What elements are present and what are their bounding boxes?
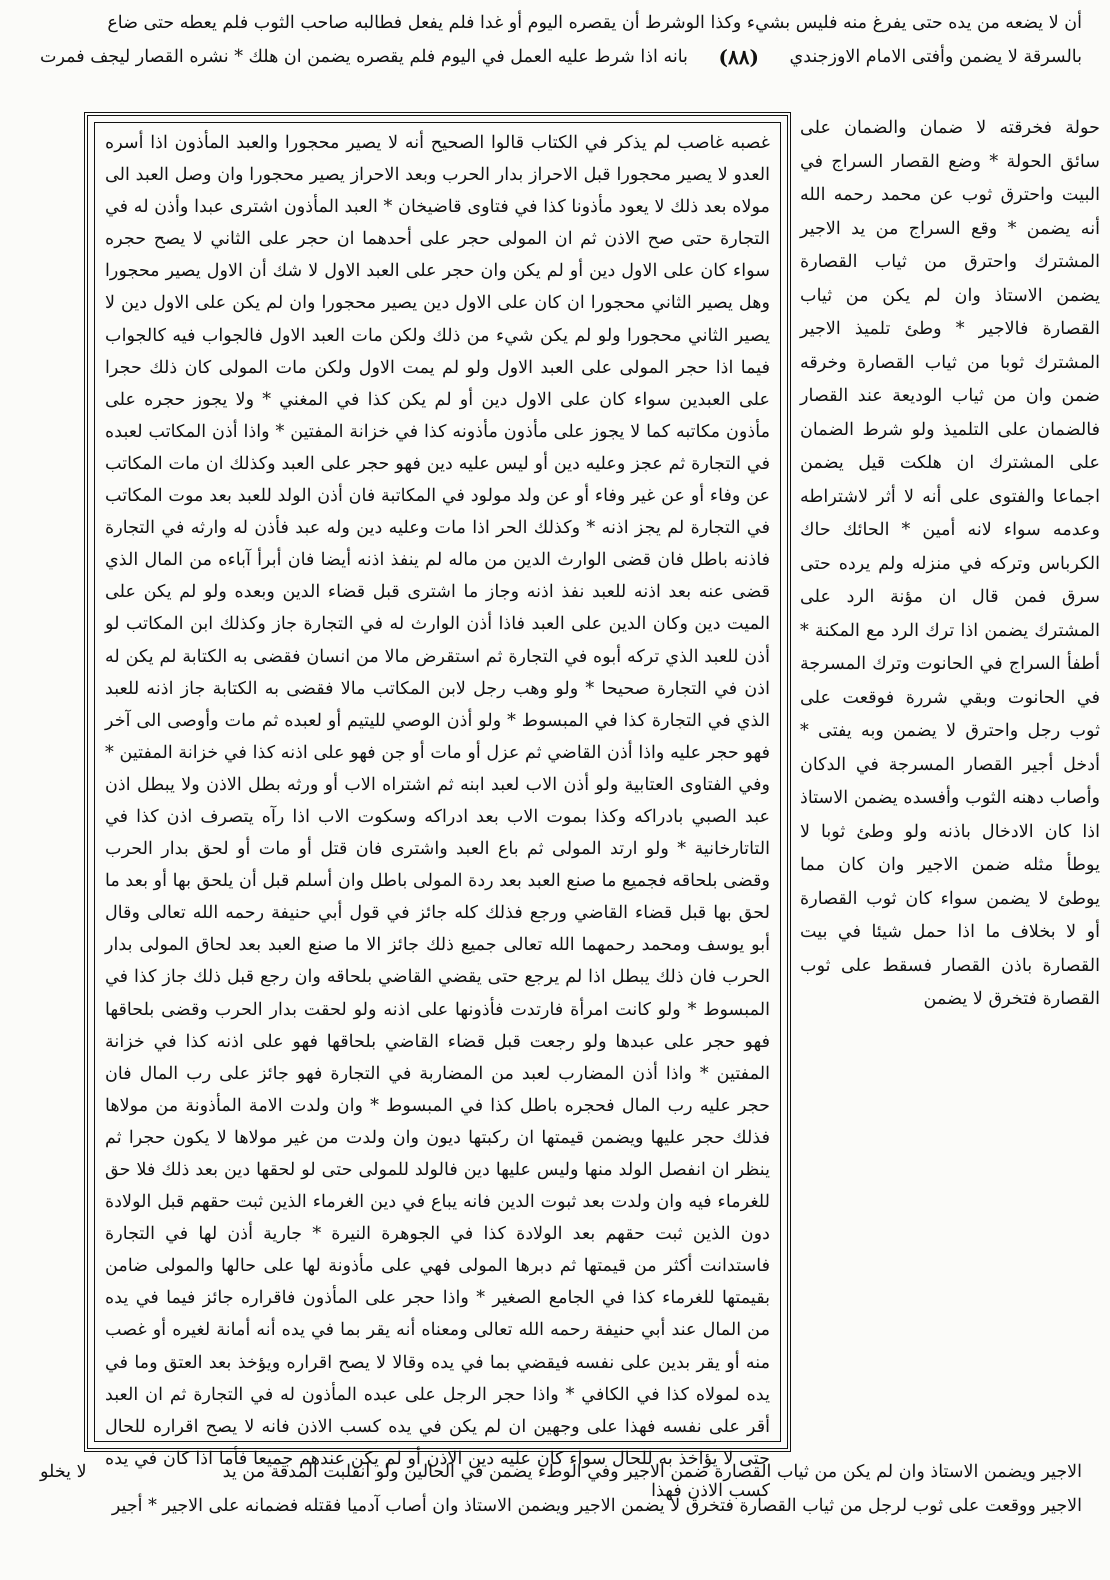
header-line-2-right: بالسرقة لا يضمن وأفتى الامام الاوزجندي (789, 47, 1082, 67)
header-line-1: أن لا يضعه من يده حتى يفرغ منه فليس بشيء وكذا الوشرط أن يقصره اليوم أو غدا فلم يفعل فطالبه صاحب الثوب فلم يعطه حتى ضاع (107, 13, 1082, 33)
footer-line-1-main: الاجير ويضمن الاستاذ وان لم يكن من ثياب القصارة ضمن الاجير وفي الوطء يضمن في الحالين ولو انقلبت المدقة من يد (222, 1462, 1082, 1482)
page-footer (40, 1455, 1082, 1523)
footer-line-2: الاجير ووقعت على ثوب لرجل من ثياب القصارة فتخرق لا يضمن الاجير ويضمن الاستاذ وان أصاب آدميا فقتله فضمانه على الاجير * أجير (111, 1496, 1082, 1516)
marginal-commentary (800, 112, 1100, 1452)
header-line-2-left: بانه اذا شرط عليه العمل في اليوم فلم يقصره يضمن ان هلك * نشره القصار ليجف فمرت (40, 47, 688, 67)
marginal-commentary-text: حولة فخرقته لا ضمان والضمان على سائق الحولة * وضع القصار السراج في البيت واحترق ثوب عن محمد رحمه الله أنه يضمن * وقع السراج من يد الاجير المشترك واحترق من ثياب القصارة يضمن الاستاذ وان لم يكن من ثياب القصارة فالاجير * وطئ تلميذ الاجير المشترك ثوبا من ثياب القصارة وخرقه ضمن وان من ثياب الوديعة عند القصار فالضمان على التلميذ ولو شرط الضمان على المشترك ان هلكت قيل يضمن اجماعا والفتوى على أنه لا أثر لاشتراطه وعدمه سواء لانه أمين * الحائك حاك الكرباس وتركه في منزله ولم يرده حتى سرق فمن قال ان مؤنة الرد على المشترك يضمن اذا ترك الرد مع المكنة * أطفأ السراج في الحانوت وترك المسرجة في الحانوت وبقي شررة فوقعت على ثوب رجل واحترق لا يضمن وبه يفتى * أدخل أجير القصار المسرجة في الدكان وأصاب دهنه الثوب وأفسده يضمن الاستاذ اذا كان الادخال باذنه ولو وطئ ثوبا لا يوطأ مثله ضمن الاجير وان كان مما يوطئ لا يضمن سواء كان ثوب القصارة أو لا بخلاف ما اذا حمل شيئا في بيت القصارة باذن القصار فسقط على ثوب القصارة فتخرق لا يضمن (800, 118, 1100, 1009)
main-body-text: غصبه غاصب لم يذكر في الكتاب قالوا الصحيح أنه لا يصير محجورا والعبد المأذون اذا أسره العدو لا يصير محجورا قبل الاحراز بدار الحرب وبعد الاحراز يصير محجورا وان وصل العبد الى مولاه بعد ذلك لا يعود مأذونا كذا في فتاوى قاضيخان * العبد المأذون اشترى عبدا وأذن له في التجارة حتى صح الاذن ثم ان المولى حجر على أحدهما ان حجر على الثاني لا يصح حجره سواء كان على الاول دين أو لم يكن وان حجر على العبد الاول لا شك أن الاول يصير محجورا وهل يصير الثاني محجورا ان كان على الاول دين يصير محجورا وان لم يكن على الاول دين لا يصير الثاني محجورا ولو لم يكن شيء من ذلك ولكن مات العبد الاول فالجواب فيه كالجواب فيما اذا حجر المولى على العبد الاول ولو لم يمت الاول ولكن مات المولى كان ذلك حجرا على العبدين سواء كان على الاول دين أو لم يكن كذا في المغني * ولا يجوز حجره على مأذون مكاتبه كما لا يجوز على مأذون مأذونه كذا في خزانة المفتين * واذا أذن المكاتب لعبده في التجارة ثم عجز وعليه دين أو ليس عليه دين فهو حجر على العبد وكذلك ان مات المكاتب عن وفاء أو عن غير وفاء أو عن ولد مولود في المكاتبة فان أذن الولد للعبد بعد موت المكاتب في التجارة لم يجز اذنه * وكذلك الحر اذا مات وعليه دين وله عبد فأذن له وارثه في التجارة فاذنه باطل فان قضى الوارث الدين من ماله لم ينفذ اذنه أيضا فان أبرأ آباءه من المال الذي قضى عنه بعد اذنه للعبد نفذ اذنه وجاز ما اشترى قبل قضاء الدين وبعده ولو لم يكن على الميت دين وكان الدين على العبد فاذا أذن الوارث له في التجارة جاز وكذلك ابن المكاتب لو أذن للعبد الذي تركه أبوه في التجارة ثم استقرض مالا من انسان فقضى به الكتابة لم يكن له اذن في التجارة صحيحا * ولو وهب رجل لابن المكاتب مالا فقضى به الكتابة جاز اذنه للعبد الذي في التجارة كذا في المبسوط * ولو أذن الوصي لليتيم أو لعبده ثم مات وأوصى الى آخر فهو حجر عليه واذا أذن القاضي ثم عزل أو مات أو جن فهو على اذنه كذا في خزانة المفتين * وفي الفتاوى العتابية ولو أذن الاب لعبد ابنه ثم اشتراه الاب أو ورثه بطل الاذن ولا يبطل اذن عبد الصبي بادراكه وكذا بموت الاب بعد ادراكه وسكوت الاب اذا رآه يتصرف اذن كذا في التاتارخانية * ولو ارتد المولى ثم باع العبد واشترى فان قتل أو مات أو لحق بدار الحرب وقضى بلحاقه فجميع ما صنع العبد بعد ردة المولى باطل وان أسلم قبل أن يلحق بها أو بعد ما لحق بها قبل قضاء القاضي ورجع فذلك كله جائز في قول أبي حنيفة رحمه الله تعالى وقال أبو يوسف ومحمد رحمهما الله تعالى جميع ذلك جائز الا ما صنع العبد بعد لحاق المولى بدار الحرب فان ذلك يبطل اذا لم يرجع حتى يقضي القاضي بلحاقه وان رجع قبل ذلك جاز كذا في المبسوط * ولو كانت امرأة فارتدت فأذونها على اذنه ولو لحقت بدار الحرب وقضى بلحاقها فهو حجر على عبدها ولو رجعت قبل قضاء القاضي بلحاقها فهو على اذنه كذا في خزانة المفتين * واذا أذن المضارب لعبد من المضاربة في التجارة فهو جائز على رب المال فان حجر عليه رب المال فحجره باطل كذا في المبسوط * وان ولدت الامة المأذونة من مولاها فذلك حجر عليها ويضمن قيمتها ان ركبتها ديون وان ولدت من غير مولاها لا يكون حجرا ثم ينظر ان انفصل الولد منها وليس عليها دين فالولد للمولى حتى لو لحقها دين بعد ذلك فلا حق للغرماء فيه وان ولدت بعد ثبوت الدين فانه يباع في دين الغرماء الذين ثبت حقهم قبل الولادة دون الذين ثبت حقهم بعد الولادة كذا في الجوهرة النيرة * جارية أذن لها في التجارة فاستدانت أكثر من قيمتها ثم دبرها المولى فهي على مأذونة لها على حالها والمولى ضامن بقيمتها للغرماء كذا في الجامع الصغير * واذا حجر على المأذون فاقراره جائز فيما في يده من المال عند أبي حنيفة رحمه الله تعالى ومعناه أنه يقر بما في يده أنه أمانة لغيره أو غصب منه أو يقر بدين على نفسه فيقضي بما في يده وقالا لا يصح اقراره ويؤخذ بعد العتق وما في يده لمولاه كذا في الكافي * واذا حجر الرجل على عبده المأذون له في التجارة ثم ان العبد أقر على نفسه فهذا على وجهين ان لم يكن في يده كسب الاذن فانه لا يصح اقراره للحال حتى لا يؤاخذ به للحال سواء كان عليه دين الاذن أو لم يكن عندهم جميعا فأما اذا كان في يده كسب الاذن فهذا (105, 133, 770, 1501)
footer-line-1 (40, 1455, 1082, 1489)
page-number: (٨٨) (718, 45, 759, 69)
footer-line-1-end: لا يخلو (40, 1462, 87, 1482)
header-line-2 (40, 40, 1082, 74)
page-header (40, 6, 1082, 74)
